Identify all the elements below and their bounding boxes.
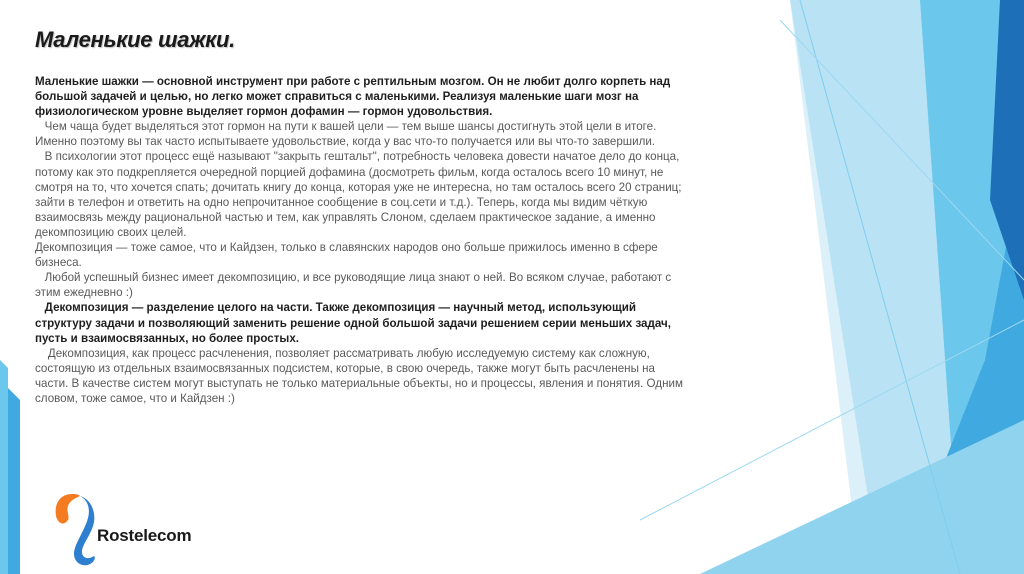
paragraph-business: Любой успешный бизнес имеет декомпозицию, и все руководящие лица знают о ней. Во всяком случае, работают с этим ежедневно :) [35,271,672,300]
deco-left-strip-light [0,360,8,574]
rostelecom-logo-text: Rostelecom [97,526,192,545]
paragraph-process: Декомпозиция, как процесс расчленения, позволяет рассматривать любую исследуемую систему как сложную, состоящую из отдельных взаимосвязанных подсистем, которые, в свою очередь, также могут быть расчленены на части. В качестве систем могут выступать не только материальные объекты, но и процессы, явления и понятия. Одним словом, тоже самое, что и Кайдзен :) [35,346,683,405]
paragraph-dopamine: Чем чаща будет выделяться этот гормон на пути к вашей цели — тем выше шансы достигнуть этой цели в итоге. Именно поэтому вы так часто испытываете удовольствие, когда у вас что-то получается или вы что-то завершили. [35,120,657,149]
slide-title: Маленькие шажки. [35,27,235,52]
paragraph-gestalt: В психологии этот процесс ещё называют "закрыть гештальт", потребность человека довести начатое дело до конца, потому как это подкрепляется очередной порцией дофамина (досмотреть фильм, когда осталось всего 10 минут, не смотря на то, что хочется спать; дочитать книгу до конца, которая уже не интересна, но там осталось всего 20 страниц; зайти в телефон и ответить на одно непрочитанное сообщение в соц.сети и т.д.). Теперь, когда мы видим чёткую взаимосвязь между рациональной частью и тем, как управлять Слоном, сделаем практическое задание, а именно декомпозицию своих целей. [35,150,682,239]
paragraph-definition: Декомпозиция — разделение целого на части. Также декомпозиция — научный метод, использующий структуру задачи и позволяющий заменить решение одной большой задачи решением серии меньших задач, пусть и взаимосвязанных, но более простых. [35,301,671,345]
rostelecom-logo [52,490,242,570]
slide-body [35,74,683,406]
paragraph-intro: Маленькие шажки — основной инструмент при работе с рептильным мозгом. Он не любит долго корпеть над большой задачей и целью, но легко может справиться с маленькими. Реализуя маленькие шаги мозг на физиологическом уровне выделяет гормон дофамин — гормон удовольствия. [35,75,671,119]
paragraph-decomposition-kaizen: Декомпозиция — тоже самое, что и Кайдзен, только в славянских народов оно больше прижилось именно в сфере бизнеса. [35,241,658,270]
rostelecom-logo-icon [52,490,96,570]
